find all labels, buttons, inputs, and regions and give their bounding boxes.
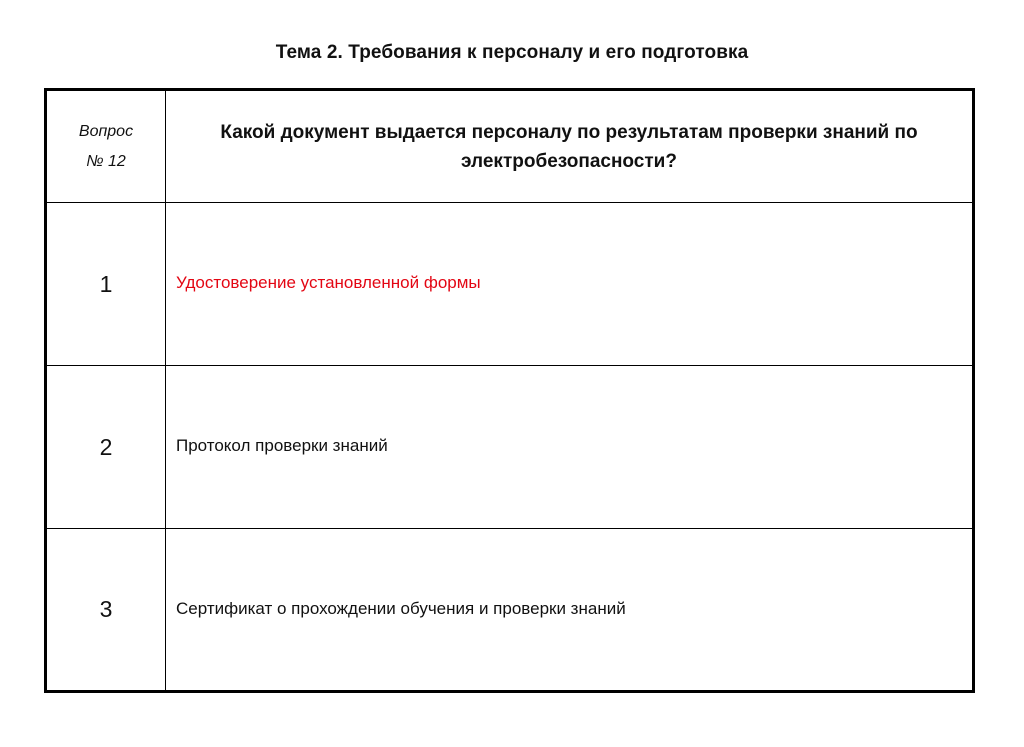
question-text: Какой документ выдается персоналу по результатам проверки знаний по электробезопасности? xyxy=(166,90,974,203)
question-row xyxy=(46,90,974,203)
question-number-cell xyxy=(46,90,166,203)
answer-row[interactable] xyxy=(46,366,974,529)
question-label: Вопрос xyxy=(78,122,134,140)
answer-number: 3 xyxy=(46,529,166,692)
answer-number: 1 xyxy=(46,203,166,366)
answer-row[interactable] xyxy=(46,529,974,692)
answer-number: 2 xyxy=(46,366,166,529)
answer-text[interactable]: Сертификат о прохождении обучения и проверки знаний xyxy=(166,529,974,692)
question-number: № 12 xyxy=(86,152,126,170)
answer-row[interactable] xyxy=(46,203,974,366)
answer-text-correct[interactable]: Удостоверение установленной формы xyxy=(166,203,974,366)
answer-text[interactable]: Протокол проверки знаний xyxy=(166,366,974,529)
question-table xyxy=(44,88,975,693)
page-title: Тема 2. Требования к персоналу и его подготовка xyxy=(275,42,749,63)
